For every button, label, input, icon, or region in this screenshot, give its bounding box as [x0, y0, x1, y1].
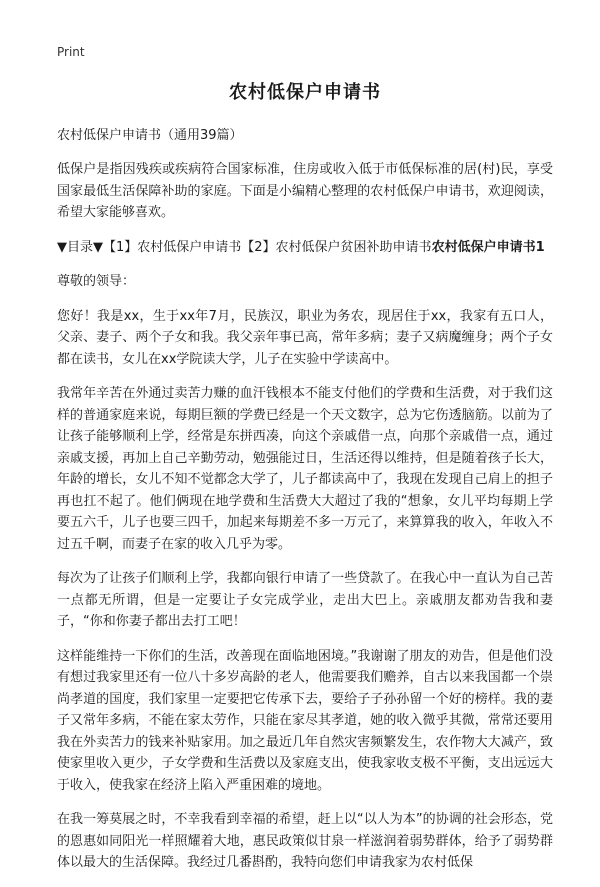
- body-paragraph-2: 我常年辛苦在外通过卖苦力赚的血汗钱根本不能支付他们的学费和生活费，对于我们这样的普通家庭来说，每期巨额的学费已经是一个天文数字，总为它伤透脑筋。以前为了让孩子能够顺利上学，经常是东拼西凑，向这个亲戚借一点，向那个亲戚借一点，通过亲戚支援，再加上自己辛勤劳动，勉强能过日，生活还得以维持，但是随着孩子长大，年龄的增长，女儿不知不觉都念大学了，儿子都读高中了，我现在发现自己肩上的担子再也扛不起了。他们俩现在地学费和生活费大大超过了我的“想象，女儿平均每期上学要五六千，儿子也要三四千，加起来每期差不多一万元了，来算算我的收入，年收入不过五千啊，而妻子在家的收入几乎为零。: [57, 386, 553, 552]
- salutation: 尊敬的领导：: [57, 274, 136, 289]
- intro-paragraph: 低保户是指因残疾或疾病符合国家标准，住房或收入低于市低保标准的居(村)民，享受国家最低生活保障补助的家庭。下面是小编精心整理的农村低保户申请书，欢迎阅读，希望大家能够喜欢。: [57, 162, 553, 220]
- body-paragraph-4: 这样能维持一下你们的生活，改善现在面临地困境。”我谢谢了朋友的劝告，但是他们没有想过我家里还有一位八十多岁高龄的老人，他需要我们赡养，自古以来我国都一个崇尚孝道的国度，我们家里一定要把它传承下去，要给子子孙孙留一个好的榜样。我的妻子又常年多病，不能在家太劳作，只能在家尽其孝道，她的收入微乎其微，常常还要用我在外卖苦力的钱来补贴家用。加之最近几年自然灾害频繁发生，农作物大大减产，致使家里收入更少，子女学费和生活费以及家庭支出，使我家收支极不平衡，支出远远大于收入，使我家在经济上陷入严重困难的境地。: [57, 648, 553, 793]
- document-body: [57, 78, 553, 887]
- toc-link-2[interactable]: 【2】农村低保户贫困补助申请书: [241, 239, 432, 255]
- section-heading: 农村低保户申请书1: [431, 239, 545, 255]
- page-title: 农村低保户申请书: [229, 82, 381, 103]
- toc-link-1[interactable]: 【1】农村低保户申请书: [103, 239, 242, 255]
- body-paragraph-1: 您好！我是xx，生于xx年7月，民族汉，职业为务农，现居住于xx，我家有五口人，父亲、妻子、两个子女和我。我父亲年事已高，常年多病；妻子又病魔缠身；两个子女都在读书，女儿在xx学院读大学，儿子在实验中学读高中。: [57, 308, 553, 367]
- document-subtitle: 农村低保户申请书（通用39篇）: [57, 128, 243, 143]
- body-paragraph-5: 在我一筹莫展之时，不幸我看到幸福的希望，赶上以“以人为本”的协调的社会形态，党的恩惠如同阳光一样照耀着大地，惠民政策似甘泉一样滋润着弱势群体，给予了弱势群体以最大的生活保障。我经过几番斟酌，我特向您们申请我家为农村低保: [57, 812, 553, 870]
- body-paragraph-3: 每次为了让孩子们顺利上学，我都向银行申请了一些贷款了。在我心中一直认为自己苦一点都无所谓，但是一定要让子女完成学业，走出大巴上。亲戚朋友都劝告我和妻子，“你和你妻子都出去打工吧！: [57, 571, 553, 629]
- table-of-contents: [57, 237, 553, 259]
- print-link[interactable]: Print: [57, 45, 85, 59]
- toc-prefix: ▼目录▼: [57, 239, 103, 255]
